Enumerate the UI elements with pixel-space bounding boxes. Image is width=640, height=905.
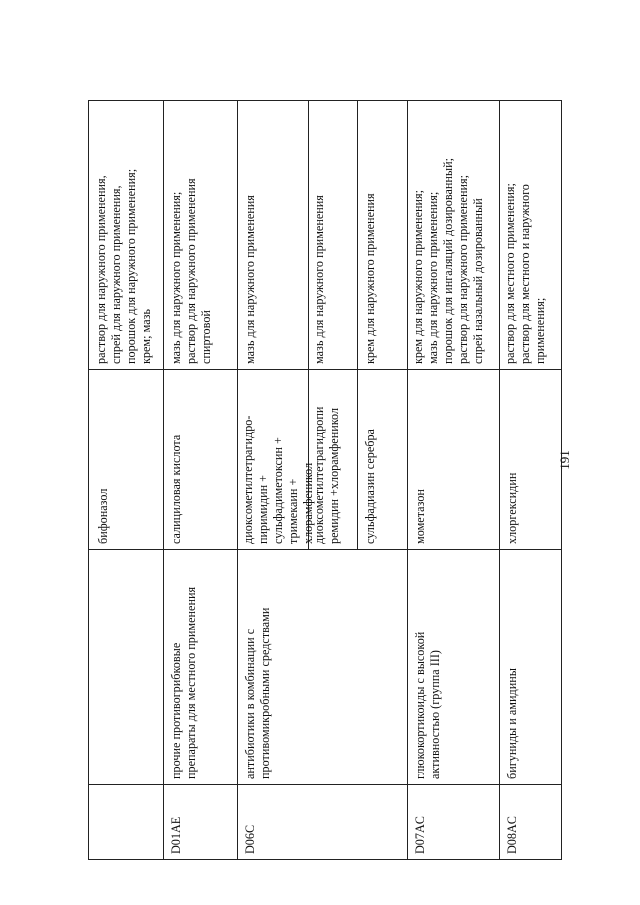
- substance-cell: салициловая кислота: [169, 434, 183, 544]
- form-cell: мазь для наружного применения: [312, 195, 326, 364]
- form-cell: раствор для наружного применения, спрей для наружного применения, порошок для наружного применения; крем; мазь: [94, 168, 153, 364]
- substance-cell: диоксометилтетрагидро- пиримидин + сульфадиметоксин + тримекаин + хлорамфеникол: [241, 415, 315, 544]
- form-cell: крем для наружного применения; мазь для наружного применения; порошок для ингаляций дозированный; раствор для наружного применения; спрей назальный дозированный: [411, 157, 485, 364]
- group-cell: [88, 550, 163, 785]
- substance-cell: диоксометилтетрагидропи ремидин +хлорамфеникол: [312, 406, 341, 544]
- substance-cell: хлоргексидин: [505, 472, 519, 544]
- group-cell: прочие противогрибковые препараты для местного применения: [169, 586, 198, 779]
- drug-table: [88, 100, 562, 860]
- group-cell: антибиотики в комбинации с противомикробными средствами: [243, 607, 272, 779]
- code-cell: D06C: [243, 824, 257, 854]
- code-cell: D01AE: [169, 816, 183, 854]
- page-number: 191: [556, 450, 572, 470]
- form-cell: раствор для местного применения; раствор для местного и наружного применения;: [503, 183, 547, 364]
- code-cell: D07AC: [413, 816, 427, 854]
- form-cell: мазь для наружного применения: [243, 195, 257, 364]
- rotated-page: [88, 100, 562, 860]
- code-cell: D08AC: [505, 816, 519, 854]
- substance-cell: бифоназол: [96, 488, 110, 544]
- substance-cell: сульфадиазин серебра: [363, 429, 377, 544]
- form-cell: крем для наружного применения: [363, 193, 377, 364]
- substance-cell: мометазон: [413, 489, 427, 544]
- group-cell: глюкокортикоиды с высокой активностью (группа III): [413, 631, 442, 779]
- form-cell: мазь для наружного применения; раствор для наружного применения спиртовой: [169, 178, 213, 364]
- group-cell: бигуниды и амидины: [505, 668, 519, 779]
